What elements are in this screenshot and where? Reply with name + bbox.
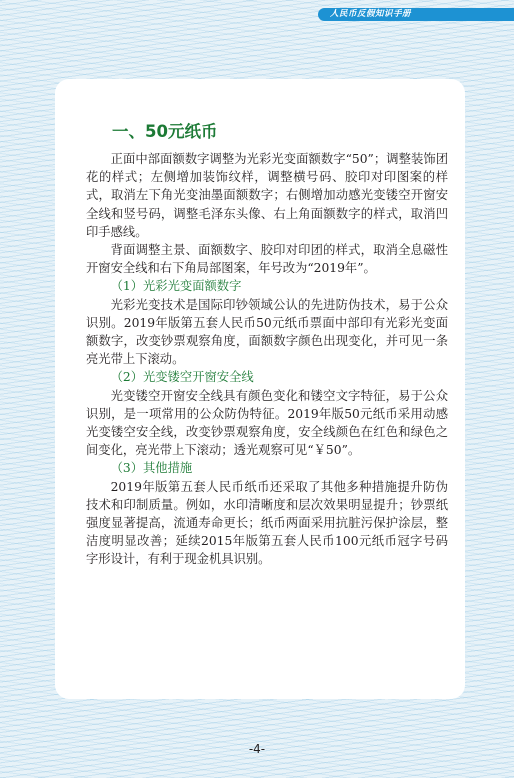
paragraph-color-shift-numeral: 光彩光变技术是国际印钞领域公认的先进防伪技术，易于公众识别。2019年版第五套人民币50元纸币票面中部印有光彩光变面额数字，改变钞票观察角度，面额数字颜色出现变化，并可见一条亮光带上下滚动。 xyxy=(86,297,448,367)
paragraph-front-changes: 正面中部面额数字调整为光彩光变面额数字“50”；调整装饰团花的样式；左侧增加装饰纹样，调整横号码、胶印对印图案的样式，取消左下角光变油墨面额数字；右侧增加动感光变镂空开窗安全线和竖号码，调整毛泽东头像、右上角面额数字的样式，取消凹印手感线。 xyxy=(86,152,448,239)
section-title: 一、50元纸币 xyxy=(112,122,218,141)
subheading-color-shift-numeral: （1）光彩光变面额数字 xyxy=(110,279,242,294)
body-text xyxy=(86,150,448,569)
paragraph-back-changes: 背面调整主景、面额数字、胶印对印团的样式，取消全息磁性开窗安全线和右下角局部图案，年号改为“2019年”。 xyxy=(86,243,448,276)
page-number: -4- xyxy=(248,742,266,756)
paragraph-security-thread: 光变镂空开窗安全线具有颜色变化和镂空文字特征，易于公众识别，是一项常用的公众防伪特征。2019年版50元纸币采用动感光变镂空安全线，改变钞票观察角度，安全线颜色在红色和绿色之间变化，亮光带上下滚动；透光观察可见“￥50”。 xyxy=(86,388,448,458)
header-title: 人民币反假知识手册 xyxy=(330,9,412,19)
subheading-security-thread: （2）光变镂空开窗安全线 xyxy=(110,370,254,385)
subheading-other-measures: （3）其他措施 xyxy=(110,461,193,476)
paragraph-other-measures: 2019年版第五套人民币纸币还采取了其他多种措施提升防伪技术和印制质量。例如，水印清晰度和层次效果明显提升；钞票纸强度显著提高，流通寿命更长；纸币两面采用抗脏污保护涂层，整洁度明显改善；延续2015年版第五套人民币100元纸币冠字号码字形设计，有利于现金机具识别。 xyxy=(86,479,448,567)
